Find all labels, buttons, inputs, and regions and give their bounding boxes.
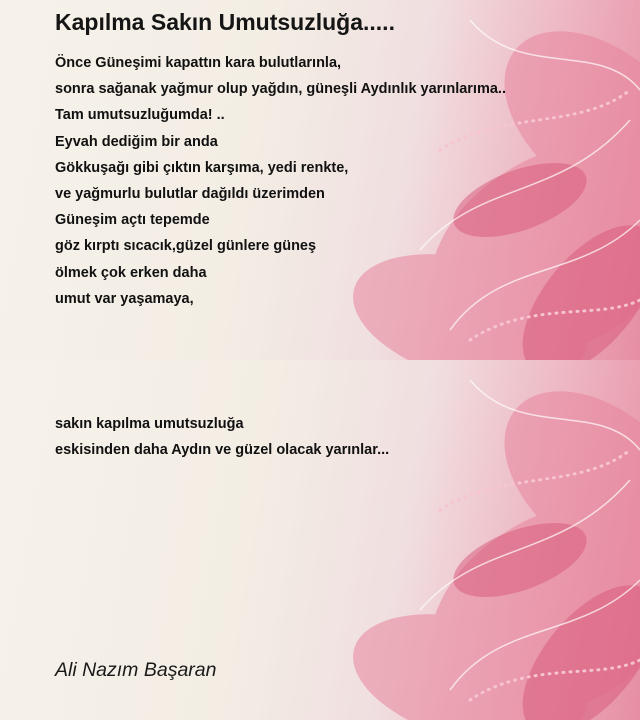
poem-line: sakın kapılma umutsuzluğa bbox=[55, 416, 244, 432]
poem-line: Güneşim açtı tepemde bbox=[55, 212, 210, 229]
poem-line: Tam umutsuzluğumda! .. bbox=[55, 107, 225, 124]
poem-line: eskisinden daha Aydın ve güzel olacak yarınlar... bbox=[55, 442, 390, 459]
poem-title: Kapılma Sakın Umutsuzluğa..... bbox=[55, 9, 395, 35]
poem-line: sonra sağanak yağmur olup yağdın, güneşli Aydınlık yarınlarıma.. bbox=[55, 81, 506, 98]
poem-line: umut var yaşamaya, bbox=[55, 290, 194, 307]
poem-line: Önce Güneşimi kapattın kara bulutlarınla, bbox=[55, 55, 342, 71]
poem-line: Gökkuşağı gibi çıktın karşıma, yedi renkte, bbox=[55, 159, 349, 176]
poem-author: Ali Nazım Başaran bbox=[55, 659, 217, 681]
poem-stanza-2 bbox=[55, 411, 389, 463]
poem-line: ve yağmurlu bulutlar dağıldı üzerimden bbox=[55, 186, 325, 203]
poem-line: göz kırptı sıcacık,güzel günlere güneş bbox=[55, 238, 317, 255]
poem-stanza-1 bbox=[55, 50, 506, 312]
poem-line: ölmek çok erken daha bbox=[55, 264, 207, 281]
poem-line: Eyvah dediğim bir anda bbox=[55, 133, 218, 150]
